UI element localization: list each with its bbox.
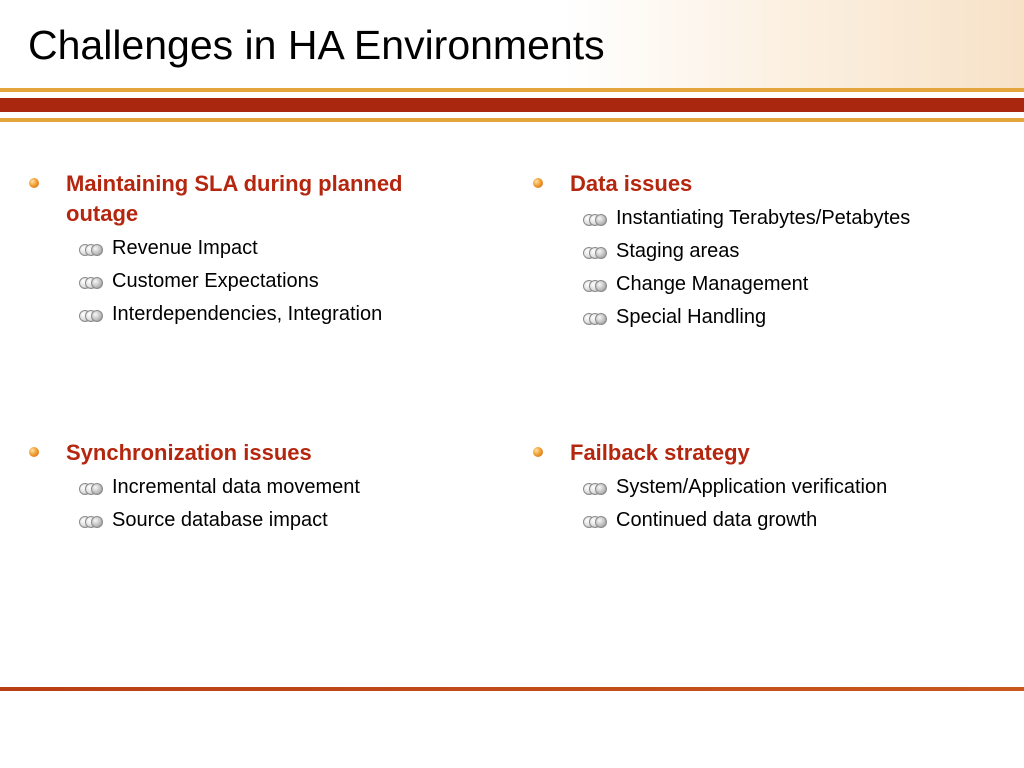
- section-heading-text: Failback strategy: [570, 440, 750, 465]
- list-item: [29, 265, 469, 298]
- list-item-text: Special Handling: [616, 306, 767, 328]
- triple-circle-bullet-icon: [79, 516, 107, 528]
- header-rule-band: [0, 98, 1024, 112]
- section-failback-strategy: [533, 438, 973, 537]
- list-item: [29, 504, 469, 537]
- triple-circle-bullet-icon: [583, 313, 611, 325]
- triple-circle-bullet-icon: [583, 280, 611, 292]
- section-heading: [533, 438, 973, 468]
- sub-list: [29, 471, 469, 537]
- list-item: [533, 471, 973, 504]
- list-item-text: Revenue Impact: [112, 237, 258, 259]
- triple-circle-bullet-icon: [79, 277, 107, 289]
- list-item-text: System/Application verification: [616, 476, 888, 498]
- list-item-text: Staging areas: [616, 240, 740, 262]
- triple-circle-bullet-icon: [79, 244, 107, 256]
- list-item: [533, 504, 973, 537]
- orange-bullet-icon: [533, 178, 543, 188]
- triple-circle-bullet-icon: [79, 483, 107, 495]
- list-item-text: Source database impact: [112, 509, 328, 531]
- triple-circle-bullet-icon: [583, 516, 611, 528]
- list-item: [533, 268, 973, 301]
- list-item: [533, 235, 973, 268]
- header-rule-bottom: [0, 118, 1024, 122]
- sub-list: [29, 232, 469, 331]
- orange-bullet-icon: [533, 447, 543, 457]
- list-item-text: Customer Expectations: [112, 270, 319, 292]
- list-item-text: Incremental data movement: [112, 476, 360, 498]
- list-item: [533, 301, 973, 334]
- list-item-text: Change Management: [616, 273, 809, 295]
- section-synchronization-issues: [29, 438, 469, 537]
- list-item-text: Interdependencies, Integration: [112, 303, 383, 325]
- triple-circle-bullet-icon: [79, 310, 107, 322]
- section-maintaining-sla: [29, 169, 469, 331]
- sub-list: [533, 202, 973, 334]
- triple-circle-bullet-icon: [583, 247, 611, 259]
- sub-list: [533, 471, 973, 537]
- section-heading: [29, 169, 469, 229]
- footer-rule: [0, 687, 1024, 691]
- list-item-text: Continued data growth: [616, 509, 818, 531]
- section-heading-text: Maintaining SLA during planned outage: [66, 171, 403, 226]
- list-item: [533, 202, 973, 235]
- section-heading: [533, 169, 973, 199]
- list-item-text: Instantiating Terabytes/Petabytes: [616, 207, 911, 229]
- slide-title: Challenges in HA Environments: [28, 22, 605, 68]
- section-data-issues: [533, 169, 973, 334]
- orange-bullet-icon: [29, 447, 39, 457]
- list-item: [29, 298, 469, 331]
- section-heading-text: Data issues: [570, 171, 693, 196]
- section-heading: [29, 438, 469, 468]
- header-rule-top: [0, 88, 1024, 92]
- orange-bullet-icon: [29, 178, 39, 188]
- title-area: [0, 0, 1024, 88]
- list-item: [29, 471, 469, 504]
- triple-circle-bullet-icon: [583, 214, 611, 226]
- list-item: [29, 232, 469, 265]
- section-heading-text: Synchronization issues: [66, 440, 312, 465]
- triple-circle-bullet-icon: [583, 483, 611, 495]
